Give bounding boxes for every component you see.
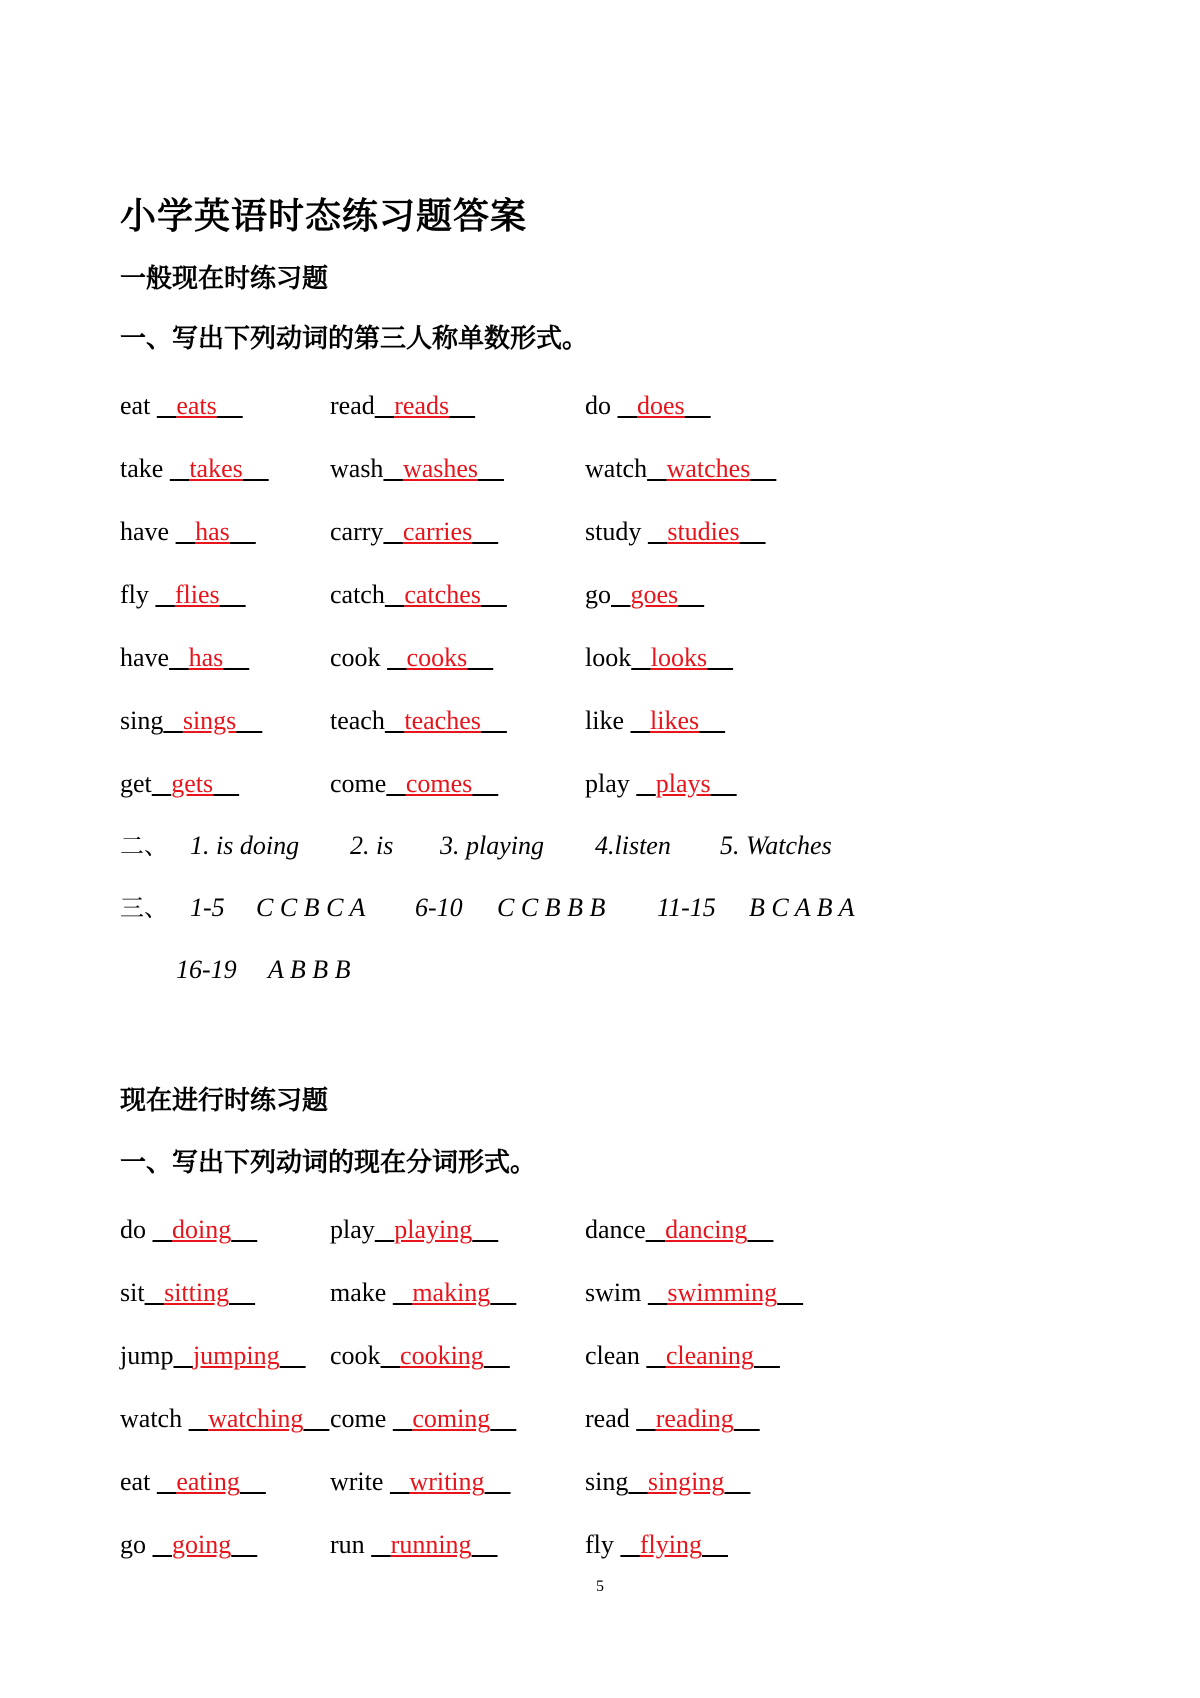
blank-line <box>628 1467 648 1496</box>
blank-line <box>157 1467 177 1496</box>
base-verb: come <box>330 769 387 798</box>
verb-pair <box>330 1336 510 1376</box>
verb-pair <box>330 449 504 489</box>
part3-range: 11-15 <box>657 893 716 922</box>
blank-line <box>390 1467 410 1496</box>
answer-word: cooking <box>400 1341 484 1370</box>
blank-line <box>646 1215 666 1244</box>
base-verb: jump <box>120 1341 174 1370</box>
verb-pair <box>585 512 766 552</box>
blank-line <box>153 1530 173 1559</box>
answer-word: cooks <box>406 643 468 672</box>
base-verb: look <box>585 643 632 672</box>
base-verb: swim <box>585 1278 648 1307</box>
answer-word: likes <box>650 706 700 735</box>
blank-line <box>152 769 172 798</box>
verb-pair <box>585 1210 773 1250</box>
verb-pair <box>330 1525 498 1565</box>
verb-pair <box>330 1210 498 1250</box>
blank-line <box>385 706 405 735</box>
verb-pair <box>330 512 498 552</box>
section1-part2-row <box>0 826 1200 866</box>
blank-line <box>243 454 269 483</box>
verb-pair <box>120 1273 255 1313</box>
base-verb: fly <box>585 1530 621 1559</box>
blank-line <box>371 1530 391 1559</box>
base-verb: clean <box>585 1341 647 1370</box>
blank-line <box>280 1341 306 1370</box>
section1-heading: 一般现在时练习题 <box>120 264 329 294</box>
verb-pair <box>120 764 239 804</box>
answer-word: studies <box>667 517 740 546</box>
part3-range: 6-10 <box>415 893 463 922</box>
answer-word: has <box>195 517 230 546</box>
verb-pair <box>120 1399 329 1439</box>
verb-pair <box>585 1336 780 1376</box>
part2-answer: 2. is <box>350 831 394 860</box>
answer-word: plays <box>655 769 711 798</box>
base-verb: fly <box>120 580 156 609</box>
blank-line <box>481 580 507 609</box>
verb-pair <box>120 386 243 426</box>
blank-line <box>231 1215 257 1244</box>
verb-pair <box>585 638 733 678</box>
base-verb: write <box>330 1467 390 1496</box>
blank-line <box>375 1215 395 1244</box>
verb-row <box>0 449 1200 489</box>
blank-line <box>648 1278 668 1307</box>
verb-row <box>0 764 1200 804</box>
blank-line <box>220 580 246 609</box>
base-verb: do <box>585 391 618 420</box>
verb-pair <box>585 1525 728 1565</box>
base-verb: cook <box>330 1341 381 1370</box>
blank-line <box>678 580 704 609</box>
blank-line <box>490 1404 516 1433</box>
blank-line <box>145 1278 165 1307</box>
answer-word: eats <box>176 391 217 420</box>
verb-pair <box>585 575 704 615</box>
base-verb: watch <box>585 454 648 483</box>
blank-line <box>303 1404 329 1433</box>
part2-answer: 1. is doing <box>190 831 300 860</box>
answer-word: carries <box>402 517 473 546</box>
blank-line <box>229 1278 255 1307</box>
page-title: 小学英语时态练习题答案 <box>120 196 528 237</box>
blank-line <box>636 1404 656 1433</box>
verb-pair <box>330 1273 516 1313</box>
answer-word: going <box>172 1530 232 1559</box>
answer-word: goes <box>630 580 679 609</box>
base-verb: have <box>120 643 170 672</box>
base-verb: do <box>120 1215 153 1244</box>
base-verb: carry <box>330 517 384 546</box>
verb-pair <box>330 764 498 804</box>
page-number: 5 <box>596 1578 604 1595</box>
verb-row <box>0 575 1200 615</box>
answer-word: looks <box>650 643 708 672</box>
verb-pair <box>120 575 246 615</box>
blank-line <box>231 1530 257 1559</box>
verb-pair <box>330 1462 511 1502</box>
answer-word: writing <box>409 1467 485 1496</box>
answer-word: watches <box>666 454 751 483</box>
blank-line <box>383 454 403 483</box>
blank-line <box>685 391 711 420</box>
blank-line <box>707 643 733 672</box>
section1-part3-row2 <box>0 950 1200 990</box>
answer-word: singing <box>647 1467 725 1496</box>
base-verb: catch <box>330 580 385 609</box>
answer-word: eating <box>176 1467 240 1496</box>
blank-line <box>173 1341 193 1370</box>
base-verb: sing <box>120 706 164 735</box>
blank-line <box>472 769 498 798</box>
verb-pair <box>585 764 737 804</box>
base-verb: go <box>585 580 611 609</box>
base-verb: eat <box>120 1467 157 1496</box>
blank-line <box>734 1404 760 1433</box>
answer-word: cleaning <box>665 1341 754 1370</box>
blank-line <box>387 643 407 672</box>
blank-line <box>449 391 475 420</box>
blank-line <box>646 1341 666 1370</box>
part3-label: 三、 <box>120 894 168 922</box>
blank-line <box>750 454 776 483</box>
blank-line <box>747 1215 773 1244</box>
answer-word: making <box>412 1278 491 1307</box>
verb-pair <box>330 1399 516 1439</box>
blank-line <box>472 1530 498 1559</box>
verb-pair <box>585 1273 803 1313</box>
answer-word: has <box>188 643 224 672</box>
base-verb: wash <box>330 454 384 483</box>
blank-line <box>386 769 406 798</box>
section2-heading: 现在进行时练习题 <box>120 1086 329 1116</box>
base-verb: cook <box>330 643 388 672</box>
answer-word: doing <box>172 1215 232 1244</box>
blank-line <box>724 1467 750 1496</box>
blank-line <box>236 706 262 735</box>
answer-word: coming <box>412 1404 491 1433</box>
part2-answer: 3. playing <box>440 831 544 860</box>
verb-pair <box>330 638 493 678</box>
blank-line <box>631 706 651 735</box>
blank-line <box>740 517 766 546</box>
part2-label: 二、 <box>120 832 168 860</box>
blank-line <box>611 580 631 609</box>
part3-answers: C C B B B <box>497 893 606 922</box>
blank-line <box>217 391 243 420</box>
base-verb: sing <box>585 1467 629 1496</box>
blank-line <box>618 391 638 420</box>
verb-row <box>0 1273 1200 1313</box>
section1-part1-heading: 一、写出下列动词的第三人称单数形式。 <box>120 324 589 354</box>
blank-line <box>631 643 651 672</box>
base-verb: come <box>330 1404 393 1433</box>
answer-word: washes <box>402 454 479 483</box>
answer-word: dancing <box>665 1215 748 1244</box>
answer-word: flying <box>639 1530 702 1559</box>
blank-line <box>213 769 239 798</box>
base-verb: watch <box>120 1404 189 1433</box>
part3-answers: B C A B A <box>749 893 855 922</box>
answer-word: running <box>390 1530 472 1559</box>
base-verb: make <box>330 1278 393 1307</box>
verb-pair <box>585 1462 750 1502</box>
blank-line <box>176 517 196 546</box>
blank-line <box>754 1341 780 1370</box>
base-verb: study <box>585 517 648 546</box>
blank-line <box>702 1530 728 1559</box>
blank-line <box>467 643 493 672</box>
section2-part1-heading: 一、写出下列动词的现在分词形式。 <box>120 1148 537 1178</box>
part2-answer: 5. Watches <box>720 831 832 860</box>
section1-part3-row <box>0 888 1200 928</box>
base-verb: like <box>585 706 631 735</box>
answer-word: does <box>637 391 685 420</box>
verb-row <box>0 1399 1200 1439</box>
blank-line <box>620 1530 640 1559</box>
answer-word: takes <box>189 454 243 483</box>
part3-answers: C C B C A <box>256 893 366 922</box>
verb-pair <box>330 386 475 426</box>
base-verb: read <box>330 391 375 420</box>
answer-word: reading <box>655 1404 734 1433</box>
blank-line <box>393 1278 413 1307</box>
answer-word: flies <box>174 580 220 609</box>
blank-line <box>230 517 256 546</box>
verb-pair <box>120 449 269 489</box>
base-verb: eat <box>120 391 157 420</box>
base-verb: sit <box>120 1278 145 1307</box>
verb-row <box>0 1525 1200 1565</box>
blank-line <box>170 454 190 483</box>
base-verb: play <box>585 769 637 798</box>
base-verb: run <box>330 1530 372 1559</box>
blank-line <box>169 643 189 672</box>
verb-pair <box>585 386 711 426</box>
verb-pair <box>585 1399 760 1439</box>
verb-pair <box>120 1462 266 1502</box>
verb-row <box>0 1210 1200 1250</box>
part3-range: 16-19 <box>176 955 237 984</box>
blank-line <box>699 706 725 735</box>
base-verb: dance <box>585 1215 646 1244</box>
blank-line <box>157 391 177 420</box>
blank-line <box>163 706 183 735</box>
answer-word: reads <box>394 391 450 420</box>
blank-line <box>240 1467 266 1496</box>
blank-line <box>375 391 395 420</box>
verb-row <box>0 701 1200 741</box>
blank-line <box>472 1215 498 1244</box>
answer-word: catches <box>404 580 481 609</box>
blank-line <box>385 580 405 609</box>
verb-pair <box>585 701 725 741</box>
verb-row <box>0 1462 1200 1502</box>
verb-pair <box>120 638 249 678</box>
base-verb: play <box>330 1215 375 1244</box>
answer-word: comes <box>405 769 473 798</box>
answer-word: sitting <box>164 1278 230 1307</box>
blank-line <box>777 1278 803 1307</box>
part2-answer: 4.listen <box>595 831 671 860</box>
answer-word: jumping <box>192 1341 280 1370</box>
blank-line <box>648 517 668 546</box>
answer-word: playing <box>394 1215 473 1244</box>
verb-pair <box>120 512 256 552</box>
base-verb: read <box>585 1404 637 1433</box>
verb-row <box>0 1336 1200 1376</box>
verb-pair <box>330 575 507 615</box>
verb-pair <box>120 701 262 741</box>
base-verb: take <box>120 454 170 483</box>
verb-pair <box>120 1336 306 1376</box>
base-verb: have <box>120 517 176 546</box>
blank-line <box>381 1341 401 1370</box>
blank-line <box>472 517 498 546</box>
answer-word: swimming <box>667 1278 778 1307</box>
part3-range: 1-5 <box>190 893 225 922</box>
blank-line <box>647 454 667 483</box>
answer-word: teaches <box>404 706 481 735</box>
answer-word: watching <box>208 1404 304 1433</box>
blank-line <box>484 1341 510 1370</box>
blank-line <box>393 1404 413 1433</box>
verb-pair <box>120 1210 257 1250</box>
base-verb: get <box>120 769 152 798</box>
blank-line <box>478 454 504 483</box>
blank-line <box>155 580 175 609</box>
blank-line <box>189 1404 209 1433</box>
part3-answers: A B B B <box>268 955 351 984</box>
answer-word: gets <box>171 769 214 798</box>
base-verb: go <box>120 1530 153 1559</box>
verb-pair <box>330 701 507 741</box>
verb-pair <box>120 1525 257 1565</box>
blank-line <box>153 1215 173 1244</box>
blank-line <box>485 1467 511 1496</box>
blank-line <box>383 517 403 546</box>
base-verb: teach <box>330 706 385 735</box>
blank-line <box>223 643 249 672</box>
blank-line <box>481 706 507 735</box>
verb-row <box>0 386 1200 426</box>
verb-row <box>0 512 1200 552</box>
blank-line <box>636 769 656 798</box>
blank-line <box>711 769 737 798</box>
verb-row <box>0 638 1200 678</box>
verb-pair <box>585 449 776 489</box>
blank-line <box>490 1278 516 1307</box>
answer-word: sings <box>182 706 237 735</box>
